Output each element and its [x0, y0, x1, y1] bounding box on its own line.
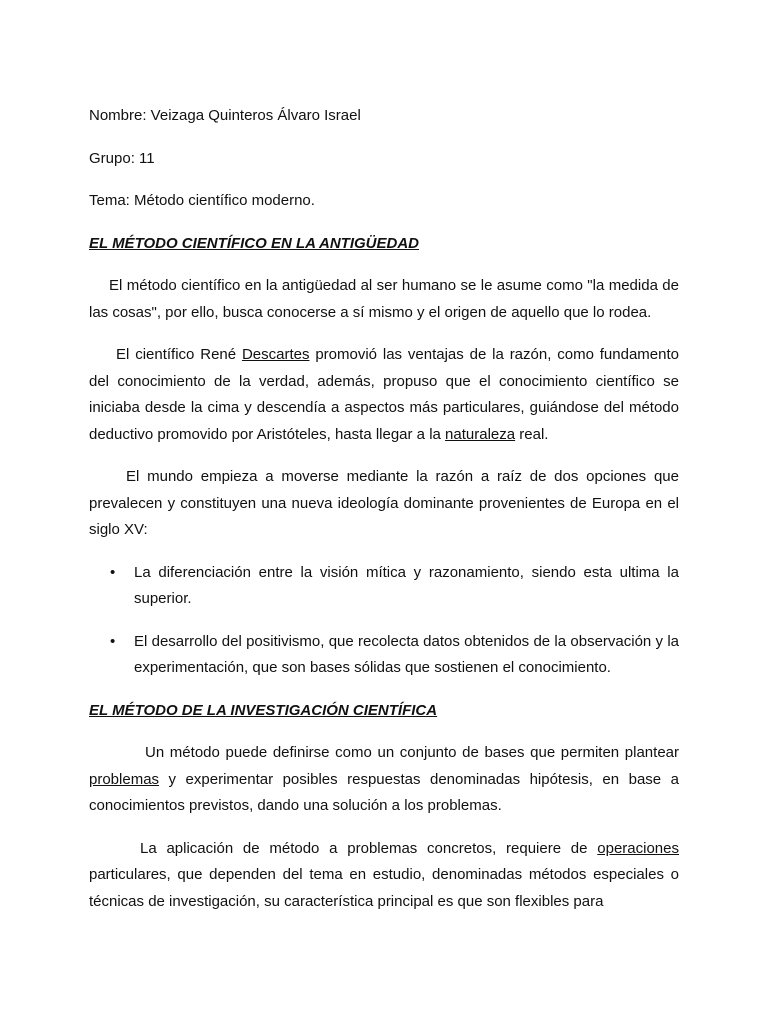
paragraph-text: La aplicación de método a problemas concretos, requiere de	[140, 839, 598, 857]
paragraph-text: El mundo empieza a moverse mediante la razón a raíz de dos opciones que prevalecen y constituyen una nueva ideología dominante provenientes de Europa en el siglo XV:	[89, 468, 679, 538]
paragraph-text: promovió las ventajas de la razón, como fundamento del conocimiento de la verdad, además, propuso que el conocimiento científico se iniciaba desde la cima y descendía a aspectos más particulares, guiándose del método deductivo promovido por Aristóteles, hasta llegar a la	[89, 346, 679, 443]
section-heading-antiquity: EL MÉTODO CIENTÍFICO EN LA ANTIGÜEDAD	[89, 234, 420, 252]
paragraph-text: particulares, que dependen del tema en estudio, denominadas métodos especiales o técnicas de investigación, su característica principal es que son flexibles para	[89, 866, 679, 910]
section-heading-investigation: EL MÉTODO DE LA INVESTIGACIÓN CIENTÍFICA	[89, 701, 438, 719]
topic-line: Tema: Método científico moderno.	[89, 192, 315, 209]
bullet-icon: •	[110, 563, 116, 581]
group-number: Grupo: 11	[89, 149, 155, 167]
paragraph-text: El científico René	[116, 346, 242, 363]
bullet-list	[89, 560, 679, 682]
link-operaciones[interactable]: operaciones	[597, 839, 679, 857]
list-item	[89, 629, 679, 682]
list-item-text: El desarrollo del positivismo, que recolecta datos obtenidos de la observación y la experimentación, que son bases sólidas que sostienen el conocimiento.	[134, 632, 679, 676]
paragraph-text: El método científico en la antigüedad al ser humano se le asume como "la medida de las cosas", por ello, busca conocerse a sí mismo y el origen de aquello que lo rodea.	[89, 277, 679, 321]
paragraph	[89, 836, 679, 916]
bullet-icon: •	[110, 632, 116, 650]
list-item-text: La diferenciación entre la visión mítica y razonamiento, siendo esta ultima la superior.	[134, 563, 679, 607]
paragraph	[89, 342, 679, 448]
author-name: Nombre: Veizaga Quinteros Álvaro Israel	[89, 107, 361, 124]
paragraph-text: real.	[515, 425, 549, 443]
link-naturaleza[interactable]: naturaleza	[445, 425, 516, 443]
paragraph	[89, 740, 679, 820]
link-problemas[interactable]: problemas	[89, 770, 160, 788]
paragraph	[89, 464, 679, 544]
list-item	[89, 560, 679, 613]
paragraph-text: Un método puede definirse como un conjunto de bases que permiten plantear	[145, 744, 679, 761]
link-descartes[interactable]: Descartes	[241, 346, 310, 363]
paragraph-text: y experimentar posibles respuestas denominadas hipótesis, en base a conocimientos previstos, dando una solución a los problemas.	[89, 770, 679, 814]
paragraph	[89, 273, 679, 326]
